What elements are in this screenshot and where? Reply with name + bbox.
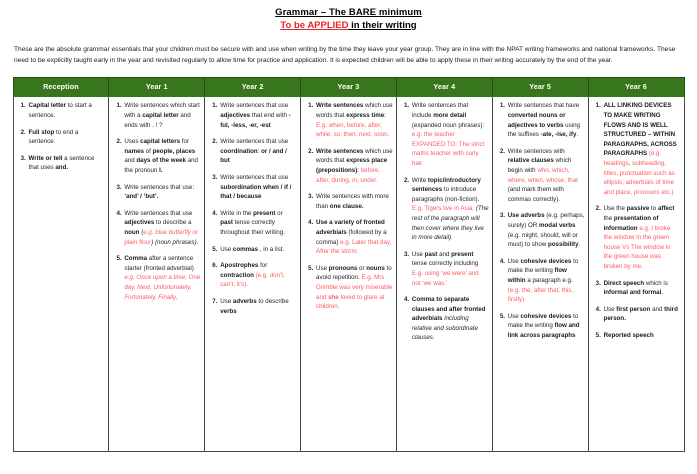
list-item bbox=[123, 183, 201, 202]
text-run: cohesive devices bbox=[520, 312, 572, 320]
text-run: present bbox=[451, 250, 474, 258]
text-run: or / and / but bbox=[220, 147, 287, 165]
text-run: to introduce paragraphs (non-fiction). bbox=[411, 186, 480, 203]
text-run: after a sentence starter (fronted adverbial) bbox=[124, 255, 194, 272]
text-run: present bbox=[253, 209, 276, 217]
text-run: -ate, -ise, ify bbox=[540, 131, 577, 139]
text-run: e.g. blue butterfly or plain flour bbox=[124, 228, 198, 246]
text-run: (e.g. headings, subheading, titles, punctuation such as ellipsis, adverbials of time and place, pronouns etc.) bbox=[603, 150, 675, 196]
text-run: and bbox=[437, 250, 452, 258]
text-run: . bbox=[661, 289, 664, 297]
text-run: subordination when / if / that / because bbox=[220, 183, 292, 201]
text-run: Reported speech bbox=[603, 331, 654, 339]
list-item bbox=[411, 295, 489, 343]
text-run: a sentence that uses bbox=[28, 154, 95, 172]
list-item bbox=[219, 297, 297, 316]
text-run: which begin with bbox=[507, 157, 572, 174]
text-run: Comma to separate clauses and after fronted adverbials bbox=[411, 296, 486, 323]
text-run: Direct speech bbox=[603, 279, 645, 287]
text-run: to avoid repetition. bbox=[316, 264, 392, 282]
item-list bbox=[208, 101, 297, 316]
text-run: (followed by a comma) bbox=[316, 228, 387, 246]
cell-year-5 bbox=[492, 96, 588, 451]
text-run: noun bbox=[124, 228, 140, 236]
text-run: coordination bbox=[220, 147, 258, 155]
list-item bbox=[507, 147, 585, 205]
subtitle-rest: in their writing bbox=[348, 20, 417, 31]
text-run: presentation of information bbox=[603, 214, 659, 232]
text-run: which is bbox=[644, 279, 668, 287]
text-run: capital letters bbox=[140, 138, 181, 146]
item-list bbox=[496, 101, 585, 340]
list-item bbox=[219, 173, 297, 202]
column-header-reception: Reception bbox=[13, 78, 109, 97]
text-run: which use words that bbox=[316, 102, 393, 119]
text-run: Full stop bbox=[28, 128, 55, 136]
text-run: (The rest of the paragraph will then cover where they live in more detail). bbox=[411, 205, 489, 242]
text-run: one clause. bbox=[329, 202, 364, 210]
text-run: Write bbox=[411, 176, 428, 184]
cell-reception bbox=[13, 96, 109, 451]
text-run: and the pronoun bbox=[124, 157, 198, 174]
text-run: including relative and subordinate clauses. bbox=[411, 315, 478, 342]
item-list bbox=[400, 101, 489, 343]
text-run: topic/introductory sentences bbox=[411, 176, 481, 194]
text-run: : bbox=[257, 147, 262, 155]
text-run: (and mark them with commas correctly). bbox=[507, 186, 564, 203]
text-run: possibility bbox=[547, 241, 579, 249]
list-item bbox=[507, 101, 585, 139]
list-item bbox=[123, 137, 201, 175]
text-run: : bbox=[384, 112, 386, 119]
text-run: she bbox=[328, 293, 339, 301]
text-run: pronouns bbox=[328, 264, 358, 272]
text-run: relative clauses bbox=[507, 157, 554, 165]
list-item bbox=[315, 147, 393, 185]
text-run: to make the writing bbox=[507, 257, 579, 275]
text-run: to describe a bbox=[154, 219, 192, 227]
text-run: Write sentences with bbox=[507, 147, 565, 155]
text-run: that end with bbox=[250, 112, 289, 119]
grammar-table bbox=[13, 77, 685, 452]
text-run: tense correctly throughout their writing. bbox=[220, 219, 285, 236]
text-run: flow and link across paragraphs bbox=[507, 322, 580, 339]
text-run: verbs bbox=[220, 307, 237, 315]
list-item bbox=[219, 261, 297, 290]
text-run: e.g. I broke the window in the green house Vs The window in the green house was broken by me. bbox=[603, 224, 671, 270]
text-run: Use bbox=[411, 250, 425, 258]
text-run: Comma bbox=[124, 255, 148, 263]
text-run: -ful, -less, -er, -est bbox=[220, 112, 291, 129]
text-run: passive bbox=[626, 205, 650, 213]
item-list bbox=[304, 101, 393, 311]
text-run: tense correctly including bbox=[411, 260, 479, 268]
text-run: adjectives bbox=[220, 112, 251, 119]
text-run: capital letter bbox=[142, 112, 179, 119]
text-run: Write sentences that use bbox=[220, 102, 289, 110]
table-body-row bbox=[13, 96, 684, 451]
list-item bbox=[315, 218, 393, 256]
text-run: Use bbox=[220, 297, 233, 305]
list-item bbox=[315, 264, 393, 312]
text-run: Use bbox=[507, 312, 521, 320]
text-run: informal and formal bbox=[603, 289, 662, 297]
text-run: Apostrophes bbox=[220, 262, 259, 270]
text-run: ALL LINKING DEVICES TO MAKE WRITING FLOWS AND IS WELL STRUCTURED – WITHIN PARAGRAPHS, ACROSS PARAGRAPHS bbox=[603, 102, 677, 158]
text-run: ) (noun phrases). bbox=[151, 238, 199, 246]
text-run: to end a sentence. bbox=[28, 128, 79, 146]
list-item bbox=[123, 254, 201, 302]
text-run: past bbox=[220, 219, 233, 227]
text-run: for bbox=[180, 138, 190, 146]
text-run: Write sentences that use bbox=[124, 209, 193, 217]
text-run: more detail bbox=[433, 112, 467, 119]
text-run: third person. bbox=[603, 305, 678, 323]
list-item bbox=[28, 154, 106, 173]
list-item bbox=[219, 209, 297, 238]
text-run: Uses bbox=[124, 138, 141, 146]
text-run: and bbox=[650, 305, 665, 313]
table-header-row bbox=[13, 78, 684, 97]
list-item bbox=[411, 101, 489, 168]
text-run: using the suffixes bbox=[507, 121, 580, 139]
text-run: (e.g. the, after that, this, firstly) bbox=[507, 286, 574, 304]
text-run: or bbox=[357, 264, 367, 272]
text-run: to describe bbox=[256, 297, 289, 305]
text-run: Write sentences that use bbox=[220, 173, 289, 181]
subtitle-emphasis: To be APPLIED bbox=[280, 20, 349, 31]
text-run: days of the week bbox=[136, 157, 186, 165]
list-item bbox=[219, 137, 297, 166]
text-run: I. bbox=[159, 166, 163, 174]
list-item bbox=[603, 305, 681, 324]
text-run: E.g. Mrs Grimble was very miserable and bbox=[316, 274, 393, 301]
text-run: a paragraph e.g. bbox=[525, 276, 573, 284]
list-item bbox=[411, 250, 489, 288]
cell-year-3 bbox=[301, 96, 397, 451]
list-item bbox=[28, 128, 106, 147]
text-run: (expanded noun phrases): bbox=[411, 121, 485, 129]
text-run: modal verbs bbox=[539, 221, 576, 229]
text-run: e.g. Later that day, After the storm. bbox=[316, 238, 392, 256]
list-item bbox=[315, 192, 393, 211]
text-run: Use adverbs bbox=[507, 212, 545, 220]
text-run: E.g. when, before, after, while, so, then, next, soon. bbox=[316, 121, 390, 139]
text-run: Write in the bbox=[220, 209, 254, 217]
text-run: adjectives bbox=[124, 219, 155, 227]
text-run: Write or tell bbox=[28, 154, 63, 162]
text-run: Use the bbox=[603, 205, 627, 213]
text-run: loved to glare at children. bbox=[316, 293, 385, 311]
list-item bbox=[28, 101, 106, 120]
list-item bbox=[507, 257, 585, 305]
text-run: Write sentences which start with a bbox=[124, 102, 200, 119]
text-run: which use words that bbox=[316, 147, 393, 165]
text-run: ( bbox=[139, 228, 144, 236]
text-run: first person bbox=[616, 305, 651, 313]
text-run: before, after, during, in, under. bbox=[316, 166, 380, 184]
text-run: Use a variety of fronted adverbials bbox=[316, 219, 385, 236]
text-run: of bbox=[143, 147, 153, 155]
text-run: people, places bbox=[152, 147, 196, 155]
text-run: E.g. using ‘we were’ and not ‘we was.’ bbox=[411, 269, 479, 287]
list-item bbox=[123, 209, 201, 247]
list-item bbox=[507, 312, 585, 341]
text-run: names bbox=[124, 147, 144, 155]
list-item bbox=[603, 204, 681, 271]
text-run: flow within bbox=[507, 267, 567, 284]
text-run: to bbox=[649, 205, 658, 213]
text-run: Write sentences with more than bbox=[316, 193, 389, 210]
text-run: past bbox=[424, 250, 438, 258]
text-run: or bbox=[275, 209, 283, 217]
text-run: E.g. Tigers live in Asia. bbox=[411, 205, 475, 213]
text-run: express place (prepositions) bbox=[316, 157, 388, 174]
text-run: Write sentences bbox=[316, 102, 364, 110]
text-run: to make the writing bbox=[507, 312, 579, 330]
text-run: Write sentences that have bbox=[507, 102, 580, 110]
column-header-year-2: Year 2 bbox=[205, 78, 301, 97]
item-list bbox=[17, 101, 106, 173]
cell-year-6 bbox=[588, 96, 684, 451]
text-run: , in a list. bbox=[258, 245, 285, 253]
text-run: (e.g. don’t, can’t, it’s). bbox=[220, 271, 285, 289]
text-run: Use bbox=[220, 245, 233, 253]
cell-year-4 bbox=[396, 96, 492, 451]
column-header-year-6: Year 6 bbox=[588, 78, 684, 97]
text-run: cohesive devices bbox=[520, 257, 572, 265]
text-run: Capital letter bbox=[28, 102, 66, 110]
text-run: nouns bbox=[366, 264, 385, 272]
text-run: e.g. Once upon a time, One day, Next, Unfortunately, Fortunately, Finally, bbox=[124, 274, 201, 301]
text-run: and. bbox=[55, 164, 69, 172]
text-run: commas bbox=[232, 245, 259, 253]
text-run: . bbox=[576, 131, 579, 139]
text-run: the bbox=[603, 214, 614, 222]
text-run: ‘and’ / ‘but’. bbox=[124, 193, 159, 201]
list-item bbox=[219, 101, 297, 130]
text-run: Write sentences that use: bbox=[124, 183, 195, 191]
text-run: (e.g. might, should, will or must) to show bbox=[507, 231, 578, 249]
text-run: Write sentences that use bbox=[220, 138, 289, 146]
list-item bbox=[603, 101, 681, 197]
cell-year-2 bbox=[205, 96, 301, 451]
text-run: Write sentences bbox=[316, 147, 364, 155]
text-run: e.g. the teacher EXPANDED TO: The strict maths teacher with curly hair. bbox=[411, 131, 485, 167]
column-header-year-5: Year 5 bbox=[492, 78, 588, 97]
column-header-year-1: Year 1 bbox=[109, 78, 205, 97]
text-run: adverbs bbox=[232, 297, 257, 305]
item-list bbox=[592, 101, 681, 340]
list-item bbox=[219, 245, 297, 255]
text-run: . bbox=[578, 241, 581, 249]
cell-year-1 bbox=[109, 96, 205, 451]
text-run: : bbox=[357, 166, 361, 174]
list-item bbox=[411, 176, 489, 243]
text-run: and bbox=[124, 157, 137, 165]
text-run: Use bbox=[316, 264, 329, 272]
page-title: Grammar – The BARE minimum bbox=[275, 7, 422, 18]
text-run: affect bbox=[657, 205, 675, 213]
document-header bbox=[0, 0, 697, 33]
text-run: contraction bbox=[220, 271, 254, 279]
list-item bbox=[603, 331, 681, 341]
text-run: for bbox=[258, 262, 268, 270]
text-run: express time bbox=[346, 112, 385, 119]
text-run: who, which, where, when, whose, that bbox=[507, 166, 578, 184]
text-run: converted nouns or adjectives to verbs bbox=[507, 112, 566, 129]
text-run: and ends with . ! ? bbox=[124, 112, 191, 129]
column-header-year-3: Year 3 bbox=[301, 78, 397, 97]
page-subtitle bbox=[0, 19, 697, 33]
list-item bbox=[315, 101, 393, 139]
item-list bbox=[112, 101, 201, 302]
list-item bbox=[123, 101, 201, 130]
list-item bbox=[507, 211, 585, 249]
text-run: Use bbox=[507, 257, 521, 265]
text-run: (e.g. perhaps, surely) OR bbox=[507, 212, 585, 229]
list-item bbox=[603, 279, 681, 298]
text-run: Write sentences that include bbox=[411, 102, 469, 119]
text-run: to start a sentence. bbox=[28, 102, 92, 119]
text-run: Use bbox=[603, 305, 617, 313]
intro-paragraph: These are the absolute grammar essentials that your children must be secure with and use when writing by the time they leave your year group. They are in line with the NPAT writing frameworks and national frameworks. These need to be explicitly taught early in the year and revisited regularly to allow time for practice and application. It is expected children will be able to apply these in their writing accurately by the end of the year. bbox=[14, 46, 676, 65]
column-header-year-4: Year 4 bbox=[396, 78, 492, 97]
